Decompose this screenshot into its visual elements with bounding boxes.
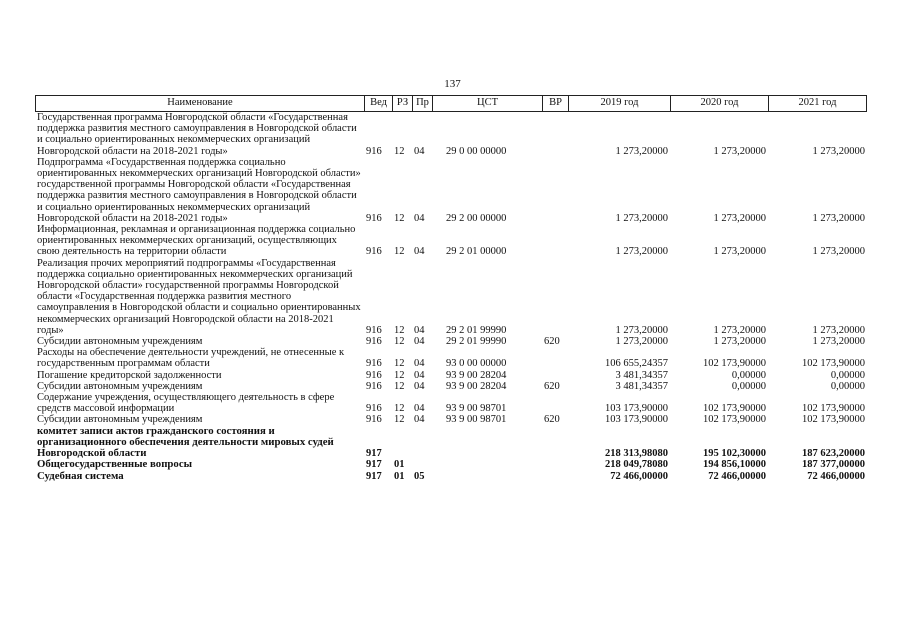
row-name: Субсидии автономным учреждениям <box>37 336 203 348</box>
row-name: Подпрограмма «Государственная поддержка социально ориентированных некоммерческих организаций Новгородской области» государственной программы Новгородской области «Государственная поддержка развития местного самоуправления в Новгородской области и социально ориентированных некоммерческих организаций Новгородской области на 2018-2021 годы» <box>37 156 361 224</box>
row-cst: 93 9 00 98701 <box>446 403 507 415</box>
table-row <box>35 224 867 258</box>
row-cst: 29 2 00 00000 <box>446 212 507 224</box>
row-2020: 194 856,10000 <box>703 459 766 471</box>
row-2020: 72 466,00000 <box>708 470 766 482</box>
row-name: Расходы на обеспечение деятельности учреждений, не отнесенные к государственным программам области <box>37 347 345 370</box>
header-name: Наименование <box>35 96 364 111</box>
row-2019: 1 273,20000 <box>615 336 668 348</box>
row-2021: 1 273,20000 <box>812 145 865 157</box>
row-ved: 916 <box>366 336 382 348</box>
row-pr: 04 <box>414 403 425 415</box>
table-row <box>35 370 867 381</box>
row-2019: 1 273,20000 <box>615 324 668 336</box>
row-2020: 102 173,90000 <box>703 414 766 426</box>
row-2019: 103 173,90000 <box>605 414 668 426</box>
row-2019: 3 481,34357 <box>615 380 668 392</box>
row-ved: 917 <box>366 448 382 460</box>
table-row <box>35 471 867 482</box>
row-name: комитет записи актов гражданского состояния и организационного обеспечения деятельности мировых судей Новгородской области <box>37 424 334 460</box>
row-ved: 916 <box>366 403 382 415</box>
row-rz: 12 <box>394 212 405 224</box>
row-cst: 29 2 01 00000 <box>446 246 507 258</box>
row-name: Погашение кредиторской задолженности <box>37 369 222 381</box>
table-row <box>35 392 867 414</box>
row-ved: 916 <box>366 380 382 392</box>
row-2021: 102 173,90000 <box>802 403 865 415</box>
row-2021: 0,00000 <box>830 380 865 392</box>
row-2019: 218 049,78080 <box>605 459 668 471</box>
row-2020: 195 102,30000 <box>703 448 766 460</box>
row-2021: 1 273,20000 <box>812 336 865 348</box>
row-2020: 1 273,20000 <box>713 145 766 157</box>
table-row <box>35 381 867 392</box>
table-row <box>35 347 867 369</box>
row-2021: 1 273,20000 <box>812 212 865 224</box>
row-ved: 917 <box>366 470 382 482</box>
row-name: Судебная система <box>37 469 124 482</box>
row-ved: 916 <box>366 145 382 157</box>
row-cst: 29 2 01 99990 <box>446 324 507 336</box>
row-2019: 1 273,20000 <box>615 246 668 258</box>
table-row <box>35 112 867 157</box>
row-vr: 620 <box>544 414 560 426</box>
row-ved: 916 <box>366 414 382 426</box>
row-2020: 0,00000 <box>731 380 766 392</box>
page-number: 137 <box>444 78 461 90</box>
table-row <box>35 414 867 425</box>
row-2020: 102 173,90000 <box>703 403 766 415</box>
row-2019: 1 273,20000 <box>615 212 668 224</box>
row-2019: 72 466,00000 <box>610 470 668 482</box>
row-pr: 04 <box>414 358 425 370</box>
row-rz: 12 <box>394 380 405 392</box>
header-2021: 2021 год <box>768 96 867 111</box>
row-cst: 93 9 00 28204 <box>446 380 507 392</box>
row-rz: 12 <box>394 246 405 258</box>
row-pr: 04 <box>414 414 425 426</box>
table-row <box>35 459 867 470</box>
header-vr: ВР <box>542 96 568 111</box>
row-2020: 1 273,20000 <box>713 324 766 336</box>
row-rz: 01 <box>394 470 405 482</box>
row-ved: 917 <box>366 459 382 471</box>
row-name: Реализация прочих мероприятий подпрограммы «Государственная поддержка социально ориентированных некоммерческих организаций Новгородской области» государственной программы Новгородской области «Государственная поддержка развития местного самоуправления в Новгородской области и социально ориентированных некоммерческих организаций Новгородской области на 2018-2021 годы» <box>37 257 361 336</box>
row-2021: 1 273,20000 <box>812 324 865 336</box>
row-rz: 12 <box>394 145 405 157</box>
row-name: Общегосударственные вопросы <box>37 458 193 471</box>
row-2021: 1 273,20000 <box>812 246 865 258</box>
row-2020: 1 273,20000 <box>713 336 766 348</box>
row-vr: 620 <box>544 380 560 392</box>
row-2019: 106 655,24357 <box>605 358 668 370</box>
row-ved: 916 <box>366 358 382 370</box>
row-name: Информационная, рекламная и организационная поддержка социально ориентированных некоммерческих организаций, осуществляющих свою деятельность на территории области <box>37 224 356 258</box>
row-cst: 29 2 01 99990 <box>446 336 507 348</box>
row-name: Государственная программа Новгородской области «Государственная поддержка развития местного самоуправления в Новгородской области и социально ориентированных некоммерческих организаций Новгородской области на 2018-2021 годы» <box>37 112 357 157</box>
row-2019: 1 273,20000 <box>615 145 668 157</box>
row-2019: 103 173,90000 <box>605 403 668 415</box>
row-2020: 0,00000 <box>731 369 766 381</box>
row-rz: 12 <box>394 336 405 348</box>
row-2020: 1 273,20000 <box>713 212 766 224</box>
row-vr: 620 <box>544 336 560 348</box>
row-rz: 12 <box>394 324 405 336</box>
row-2021: 0,00000 <box>830 369 865 381</box>
row-ved: 916 <box>366 324 382 336</box>
row-pr: 04 <box>414 324 425 336</box>
row-rz: 12 <box>394 358 405 370</box>
table-body <box>35 112 867 482</box>
row-2020: 1 273,20000 <box>713 246 766 258</box>
row-2020: 102 173,90000 <box>703 358 766 370</box>
row-cst: 93 0 00 00000 <box>446 358 507 370</box>
table-header <box>35 95 867 112</box>
row-2021: 102 173,90000 <box>802 414 865 426</box>
row-rz: 12 <box>394 369 405 381</box>
row-2021: 187 623,20000 <box>802 448 865 460</box>
row-ved: 916 <box>366 369 382 381</box>
budget-table <box>35 95 867 482</box>
header-cst: ЦСТ <box>432 96 542 111</box>
row-2019: 218 313,98080 <box>605 448 668 460</box>
row-ved: 916 <box>366 246 382 258</box>
row-pr: 04 <box>414 145 425 157</box>
row-2021: 187 377,00000 <box>802 459 865 471</box>
table-row <box>35 157 867 224</box>
table-row <box>35 336 867 347</box>
header-2020: 2020 год <box>670 96 768 111</box>
row-ved: 916 <box>366 212 382 224</box>
row-pr: 04 <box>414 380 425 392</box>
header-2019: 2019 год <box>568 96 670 111</box>
table-row <box>35 426 867 460</box>
table-row <box>35 258 867 336</box>
header-rz: РЗ <box>392 96 412 111</box>
row-rz: 01 <box>394 459 405 471</box>
row-name: Субсидии автономным учреждениям <box>37 380 203 392</box>
row-pr: 04 <box>414 336 425 348</box>
row-pr: 05 <box>414 470 425 482</box>
row-2021: 102 173,90000 <box>802 358 865 370</box>
row-cst: 93 9 00 28204 <box>446 369 507 381</box>
row-pr: 04 <box>414 369 425 381</box>
row-cst: 93 9 00 98701 <box>446 414 507 426</box>
row-name: Субсидии автономным учреждениям <box>37 414 203 426</box>
header-pr: Пр <box>412 96 432 111</box>
row-2019: 3 481,34357 <box>615 369 668 381</box>
header-ved: Вед <box>364 96 392 111</box>
row-rz: 12 <box>394 403 405 415</box>
row-pr: 04 <box>414 212 425 224</box>
row-cst: 29 0 00 00000 <box>446 145 507 157</box>
row-2021: 72 466,00000 <box>807 470 865 482</box>
row-name: Содержание учреждения, осуществляющего деятельность в сфере средств массовой информации <box>37 392 335 415</box>
row-pr: 04 <box>414 246 425 258</box>
row-rz: 12 <box>394 414 405 426</box>
